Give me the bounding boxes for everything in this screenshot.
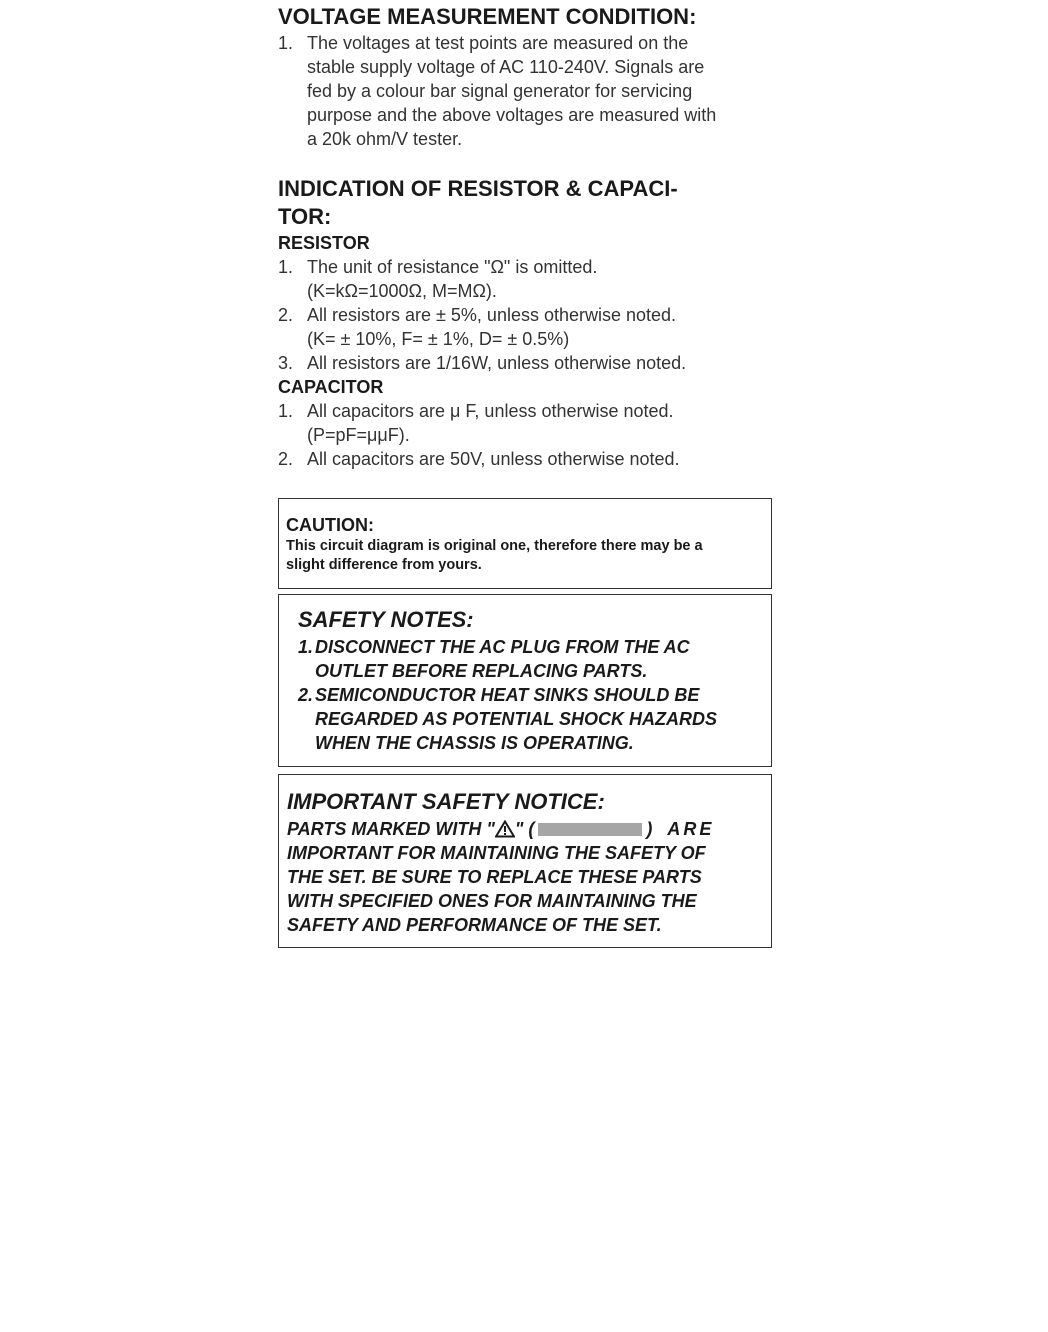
text-line: (K=kΩ=1000Ω, M=MΩ).: [307, 281, 497, 301]
list-number: 3.: [278, 353, 294, 373]
resistor-item-2: [278, 303, 772, 351]
text-line: All resistors are ± 5%, unless otherwise noted.: [307, 305, 677, 325]
list-number: 1.: [278, 33, 294, 53]
important-line-1: [287, 817, 765, 841]
resistor-item-1: [278, 255, 772, 303]
caution-title: CAUTION:: [286, 515, 374, 535]
important-line-2: IMPORTANT FOR MAINTAINING THE SAFETY OF: [287, 843, 706, 863]
voltage-section: [278, 3, 772, 151]
voltage-list: [278, 31, 772, 151]
text-line: OUTLET BEFORE REPLACING PARTS.: [315, 661, 648, 681]
list-number: 1.: [298, 637, 314, 657]
list-number: 2.: [278, 305, 294, 325]
voltage-item-1: [278, 31, 772, 151]
list-number: 2.: [298, 685, 314, 705]
text-line: a 20k ohm/V tester.: [307, 129, 463, 149]
voltage-heading: VOLTAGE MEASUREMENT CONDITION:: [278, 4, 697, 29]
safety-note-1: [298, 635, 763, 683]
important-line-3: THE SET. BE SURE TO REPLACE THESE PARTS: [287, 867, 702, 887]
indication-heading-line1: INDICATION OF RESISTOR & CAPACI-: [278, 176, 678, 201]
list-number: 2.: [278, 449, 294, 469]
capacitor-item-2: [278, 447, 772, 471]
gray-marker-swatch: [538, 823, 642, 836]
important-line-1-suffix: ): [646, 819, 653, 839]
caution-box: [278, 498, 772, 589]
text-line: WHEN THE CHASSIS IS OPERATING.: [315, 733, 634, 753]
text-line: All capacitors are μ F, unless otherwise noted.: [307, 401, 674, 421]
indication-section: [278, 175, 772, 471]
important-line-5: SAFETY AND PERFORMANCE OF THE SET.: [287, 915, 662, 935]
warning-triangle-icon: [495, 820, 515, 838]
text-line: (P=pF=μμF).: [307, 425, 410, 445]
capacitor-heading: CAPACITOR: [278, 377, 384, 397]
text-line: (K= ± 10%, F= ± 1%, D= ± 0.5%): [307, 329, 570, 349]
text-line: The unit of resistance "Ω" is omitted.: [307, 257, 598, 277]
capacitor-list: [278, 399, 772, 471]
text-line: stable supply voltage of AC 110-240V. Signals are: [307, 57, 705, 77]
important-line-1-prefix: PARTS MARKED WITH ": [287, 819, 495, 839]
text-line: fed by a colour bar signal generator for servicing: [307, 81, 693, 101]
safety-notes-box: [278, 594, 772, 767]
important-notice-box: [278, 774, 772, 948]
indication-heading-line2: TOR:: [278, 204, 332, 229]
list-number: 1.: [278, 401, 294, 421]
resistor-list: [278, 255, 772, 375]
text-line: purpose and the above voltages are measured with: [307, 105, 717, 125]
safety-notes-title: SAFETY NOTES:: [298, 607, 474, 632]
important-line-4: WITH SPECIFIED ONES FOR MAINTAINING THE: [287, 891, 697, 911]
safety-note-2: [298, 683, 763, 755]
caution-line-1: This circuit diagram is original one, therefore there may be a: [286, 538, 703, 554]
important-notice-title: IMPORTANT SAFETY NOTICE:: [287, 789, 605, 814]
text-line: All resistors are 1/16W, unless otherwise noted.: [307, 353, 687, 373]
list-number: 1.: [278, 257, 294, 277]
text-line: DISCONNECT THE AC PLUG FROM THE AC: [315, 637, 690, 657]
important-line-1-mid: " (: [514, 819, 535, 839]
text-line: All capacitors are 50V, unless otherwise noted.: [307, 449, 680, 469]
caution-line-2: slight difference from yours.: [286, 557, 482, 573]
resistor-heading: RESISTOR: [278, 233, 370, 253]
text-line: The voltages at test points are measured on the: [307, 33, 689, 53]
resistor-item-3: [278, 351, 772, 375]
text-line: SEMICONDUCTOR HEAT SINKS SHOULD BE: [315, 685, 700, 705]
safety-notes-list: [298, 635, 763, 755]
text-line: REGARDED AS POTENTIAL SHOCK HAZARDS: [315, 709, 718, 729]
capacitor-item-1: [278, 399, 772, 447]
important-line-1-end: ARE: [667, 819, 715, 839]
